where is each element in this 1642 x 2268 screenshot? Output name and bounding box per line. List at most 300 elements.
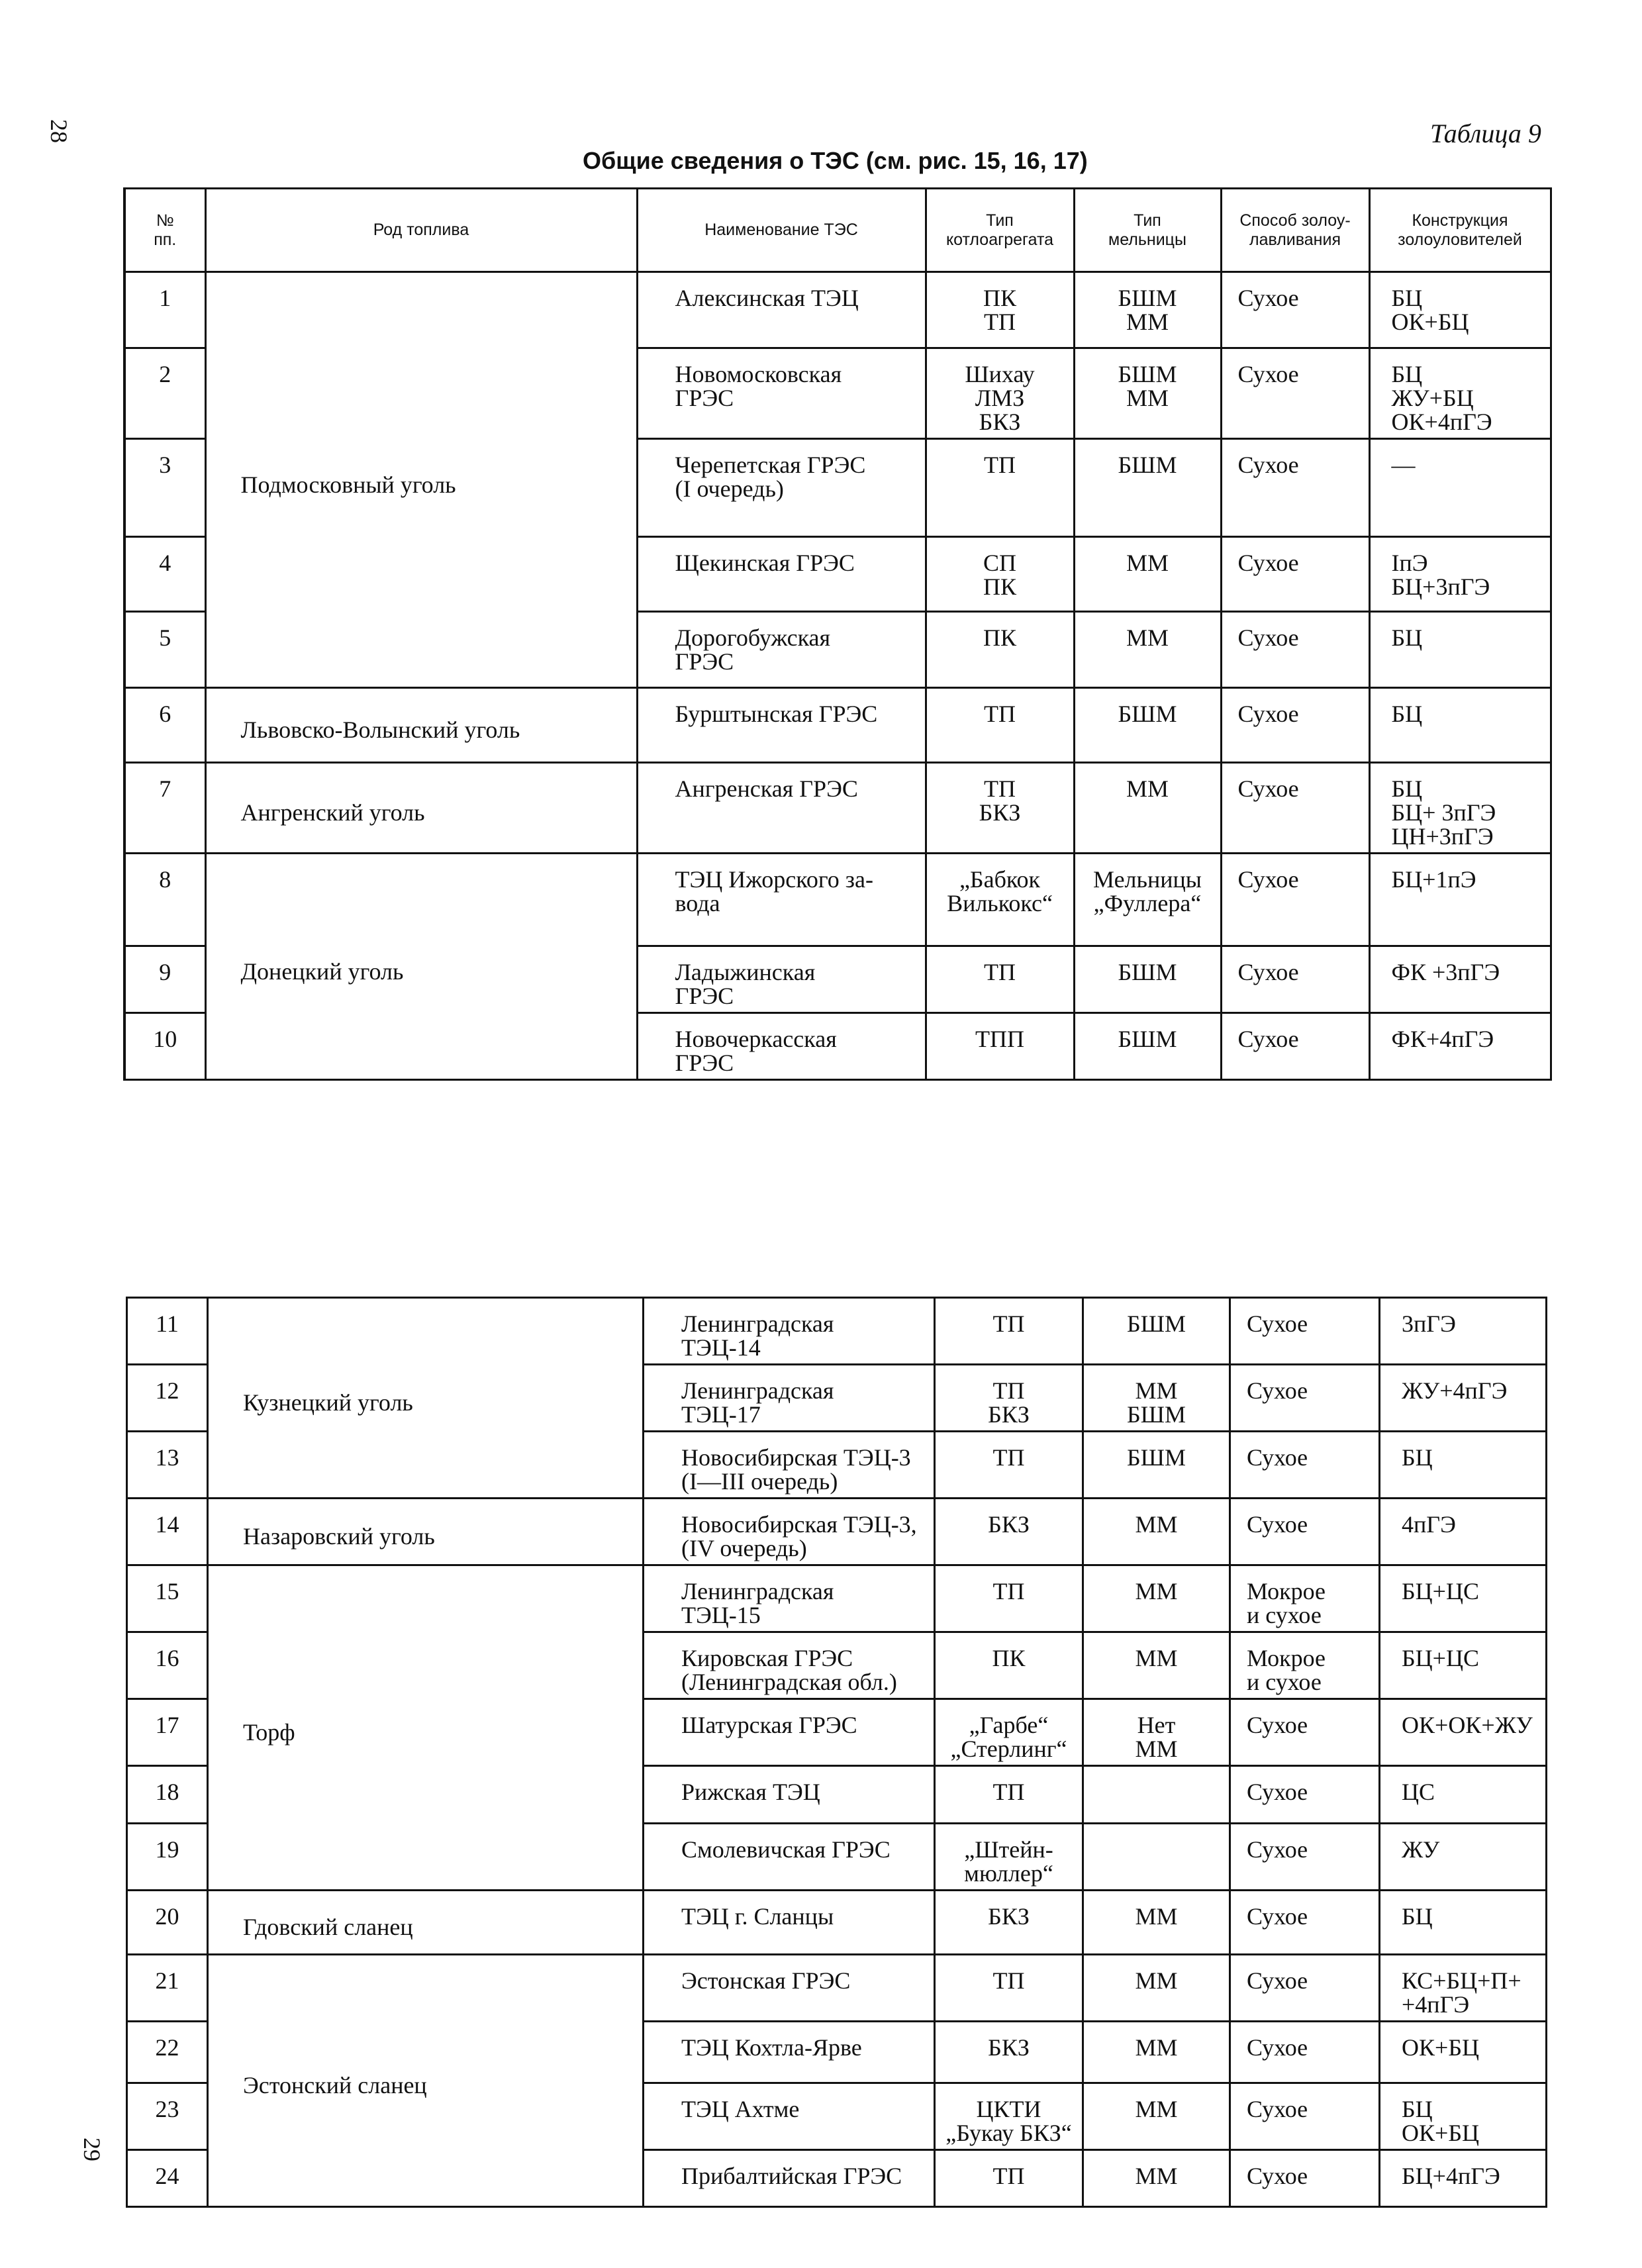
cell-mill-type [1083, 1891, 1230, 1955]
cell-mill-type [1083, 1766, 1230, 1824]
cell-ash-method [1230, 2022, 1380, 2083]
cell-ash-method [1221, 946, 1369, 1013]
cell-collector-line: ЦС [1402, 1779, 1435, 1805]
cell-boiler-type [926, 537, 1074, 612]
cell-boiler-type-line: ТП [984, 452, 1016, 478]
cell-ash-method-line: Сухое [1247, 1444, 1308, 1471]
cell-collector-line: ОК+ОК+ЖУ [1402, 1712, 1533, 1738]
cell-fuel-type: Кузнецкий уголь [208, 1298, 644, 1499]
cell-mill-type-line: ММ [1126, 550, 1169, 576]
cell-mill-type [1074, 537, 1221, 612]
cell-plant-name-line: (I—III очередь) [681, 1468, 838, 1495]
cell-boiler-type-line: мюллер“ [964, 1860, 1053, 1887]
cell-ash-method-line: Сухое [1237, 624, 1299, 651]
cell-collector-line: ОК+БЦ [1402, 2120, 1479, 2146]
cell-plant-name [637, 854, 926, 946]
cell-mill-type-line: БШМ [1118, 452, 1177, 478]
cell-collector [1369, 688, 1551, 763]
cell-boiler-type-line: ТП [984, 309, 1016, 335]
cell-boiler-type-line: ТП [984, 775, 1016, 802]
cell-ash-method-line: Сухое [1247, 2163, 1308, 2189]
cell-mill-type-line: ММ [1135, 1645, 1178, 1671]
cell-plant-name [644, 1955, 935, 2022]
header-num: № пп. [124, 189, 205, 272]
cell-boiler-type-line: БКЗ [988, 1401, 1030, 1428]
cell-ash-method-line: Сухое [1237, 1026, 1299, 1052]
cell-collector [1380, 2083, 1547, 2150]
cell-collector [1369, 348, 1551, 439]
cell-plant-name [644, 2083, 935, 2150]
cell-mill-type-line: БШМ [1127, 1401, 1186, 1428]
cell-boiler-type-line: БКЗ [988, 1903, 1030, 1930]
cell-plant-name [637, 688, 926, 763]
cell-plant-name [637, 439, 926, 537]
cell-plant-name [644, 1824, 935, 1891]
cell-plant-name-line: Новомосковская [675, 361, 842, 387]
header-name: Наименование ТЭС [637, 189, 926, 272]
cell-collector-line: БЦ+ 3пГЭ [1391, 799, 1496, 826]
cell-boiler-type [926, 946, 1074, 1013]
cell-collector-line: БЦ [1402, 2096, 1433, 2122]
cell-ash-method [1221, 612, 1369, 688]
cell-boiler-type [935, 1499, 1083, 1565]
cell-plant-name-line: Черепетская ГРЭС [675, 452, 866, 478]
data-table-part-2 [126, 1297, 1547, 2208]
cell-boiler-type-line: „Штейн- [964, 1836, 1053, 1863]
table-row [124, 763, 1551, 854]
cell-num: 23 [127, 2083, 208, 2150]
cell-plant-name-line: ГРЭС [675, 1050, 734, 1076]
cell-collector [1369, 854, 1551, 946]
cell-collector [1380, 2022, 1547, 2083]
cell-fuel-type: Донецкий уголь [205, 854, 637, 1080]
cell-plant-name [644, 1499, 935, 1565]
table-row [127, 1298, 1547, 1365]
cell-collector-line: ЖУ+БЦ [1391, 385, 1474, 411]
cell-ash-method-line: Сухое [1237, 866, 1299, 893]
cell-boiler-type [926, 612, 1074, 688]
cell-plant-name-line: ТЭЦ-14 [681, 1334, 761, 1361]
cell-boiler-type [935, 2083, 1083, 2150]
cell-collector-line: ЖУ [1402, 1836, 1440, 1863]
cell-mill-type-line: ММ [1135, 1903, 1178, 1930]
cell-boiler-type-line: ТП [992, 1967, 1025, 1994]
cell-boiler-type [926, 348, 1074, 439]
cell-mill-type-line: ММ [1126, 309, 1169, 335]
cell-plant-name-line: Смолевичская ГРЭС [681, 1836, 891, 1863]
cell-boiler-type-line: БКЗ [979, 409, 1021, 435]
cell-mill-type [1083, 1565, 1230, 1632]
cell-collector-line: — [1391, 452, 1416, 478]
cell-collector-line: БЦ [1391, 701, 1423, 727]
header-collector: Конструкция золоуловителей [1369, 189, 1551, 272]
cell-boiler-type-line: БКЗ [979, 799, 1021, 826]
cell-boiler-type [935, 2022, 1083, 2083]
cell-num: 12 [127, 1365, 208, 1432]
table-row [124, 272, 1551, 348]
cell-collector-line: ОК+БЦ [1402, 2034, 1479, 2061]
cell-mill-type [1074, 272, 1221, 348]
cell-mill-type [1083, 1298, 1230, 1365]
cell-boiler-type-line: „Бабкок [959, 866, 1041, 893]
cell-boiler-type-line: ТПП [975, 1026, 1024, 1052]
cell-ash-method-line: Мокрое [1247, 1578, 1326, 1604]
cell-collector [1369, 1013, 1551, 1080]
cell-collector-line: БЦ [1391, 775, 1423, 802]
cell-plant-name [637, 763, 926, 854]
cell-plant-name-line: Ленинградская [681, 1377, 834, 1404]
cell-plant-name-line: Ангренская ГРЭС [675, 775, 858, 802]
cell-plant-name [644, 1632, 935, 1699]
cell-mill-type-line: ММ [1135, 2034, 1178, 2061]
cell-ash-method [1230, 1699, 1380, 1766]
cell-collector [1380, 1565, 1547, 1632]
cell-ash-method [1230, 1766, 1380, 1824]
cell-collector-line: БЦ [1391, 285, 1423, 311]
cell-ash-method [1230, 1432, 1380, 1499]
cell-plant-name [644, 1766, 935, 1824]
cell-ash-method [1230, 2150, 1380, 2207]
cell-num: 8 [124, 854, 205, 946]
cell-plant-name [644, 2022, 935, 2083]
cell-boiler-type-line: „Гарбе“ [969, 1712, 1049, 1738]
cell-boiler-type-line: ТП [992, 1779, 1025, 1805]
cell-plant-name-line: Эстонская ГРЭС [681, 1967, 851, 1994]
cell-ash-method-line: и сухое [1247, 1602, 1322, 1628]
cell-boiler-type [935, 1955, 1083, 2022]
table-body-part-2 [127, 1298, 1547, 2207]
cell-collector-line: БЦ+3пГЭ [1391, 573, 1490, 600]
cell-plant-name-line: Кировская ГРЭС [681, 1645, 853, 1671]
cell-mill-type [1083, 1955, 1230, 2022]
cell-plant-name-line: Дорогобужская [675, 624, 831, 651]
cell-ash-method-line: Сухое [1247, 1511, 1308, 1538]
cell-ash-method [1221, 688, 1369, 763]
cell-num: 14 [127, 1499, 208, 1565]
cell-boiler-type [935, 1824, 1083, 1891]
cell-collector [1380, 1766, 1547, 1824]
cell-plant-name [637, 946, 926, 1013]
cell-mill-type-line: ММ [1135, 2163, 1178, 2189]
header-mill: Тип мельницы [1074, 189, 1221, 272]
cell-mill-type [1083, 1365, 1230, 1432]
cell-boiler-type-line: БКЗ [988, 1511, 1030, 1538]
table-row [124, 854, 1551, 946]
cell-num: 18 [127, 1766, 208, 1824]
cell-plant-name-line: ГРЭС [675, 983, 734, 1009]
cell-ash-method [1230, 1824, 1380, 1891]
data-table-part-1 [123, 187, 1552, 1081]
cell-num: 22 [127, 2022, 208, 2083]
cell-ash-method [1221, 537, 1369, 612]
cell-mill-type [1074, 348, 1221, 439]
cell-ash-method [1230, 1499, 1380, 1565]
table-row [127, 1955, 1547, 2022]
table-title: Общие сведения о ТЭС (см. рис. 15, 16, 17) [583, 147, 1088, 174]
cell-plant-name-line: ТЭЦ-17 [681, 1401, 761, 1428]
cell-mill-type [1074, 854, 1221, 946]
cell-num: 24 [127, 2150, 208, 2207]
cell-fuel-type: Эстонский сланец [208, 1955, 644, 2207]
cell-mill-type-line: ММ [1135, 1578, 1178, 1604]
cell-ash-method-line: Сухое [1247, 1836, 1308, 1863]
header-boiler: Тип котлоагрегата [926, 189, 1074, 272]
cell-plant-name [637, 537, 926, 612]
cell-boiler-type [935, 1432, 1083, 1499]
cell-ash-method-line: Сухое [1237, 285, 1299, 311]
cell-num: 16 [127, 1632, 208, 1699]
cell-num: 15 [127, 1565, 208, 1632]
cell-mill-type-line: ММ [1135, 1511, 1178, 1538]
cell-plant-name-line: ТЭЦ Ижорского за- [675, 866, 873, 893]
cell-boiler-type-line: Шихау [965, 361, 1035, 387]
cell-mill-type [1074, 439, 1221, 537]
cell-boiler-type-line: ТП [984, 701, 1016, 727]
cell-ash-method-line: Сухое [1247, 1967, 1308, 1994]
cell-plant-name-line: Ленинградская [681, 1578, 834, 1604]
cell-ash-method-line: Сухое [1237, 361, 1299, 387]
cell-mill-type [1074, 1013, 1221, 1080]
table-row [124, 688, 1551, 763]
cell-plant-name-line: Новочеркасская [675, 1026, 837, 1052]
cell-collector [1380, 1891, 1547, 1955]
cell-collector [1380, 2150, 1547, 2207]
cell-mill-type-line: БШМ [1118, 361, 1177, 387]
cell-collector-line: БЦ [1391, 361, 1423, 387]
cell-ash-method [1221, 272, 1369, 348]
cell-ash-method [1230, 1955, 1380, 2022]
cell-boiler-type-line: ТП [992, 1377, 1025, 1404]
cell-num: 1 [124, 272, 205, 348]
cell-ash-method [1230, 1365, 1380, 1432]
cell-boiler-type [935, 1766, 1083, 1824]
cell-mill-type-line: ММ [1135, 1736, 1178, 1762]
cell-num: 5 [124, 612, 205, 688]
cell-plant-name-line: Новосибирская ТЭЦ-3 [681, 1444, 911, 1471]
cell-num: 9 [124, 946, 205, 1013]
cell-plant-name-line: (I очередь) [675, 475, 784, 502]
cell-plant-name [644, 1891, 935, 1955]
cell-collector [1380, 1824, 1547, 1891]
cell-collector-line: IпЭ [1391, 550, 1428, 576]
cell-mill-type-line: БШМ [1127, 1310, 1186, 1337]
cell-mill-type-line: ММ [1135, 1967, 1178, 1994]
cell-mill-type [1083, 1699, 1230, 1766]
cell-num: 4 [124, 537, 205, 612]
cell-fuel-type: Ангренский уголь [205, 763, 637, 854]
cell-collector [1380, 1365, 1547, 1432]
cell-collector-line: ОК+БЦ [1391, 309, 1469, 335]
cell-num: 3 [124, 439, 205, 537]
cell-plant-name-line: ГРЭС [675, 385, 734, 411]
cell-collector-line: +4пГЭ [1402, 1991, 1470, 2018]
cell-collector-line: ФК+4пГЭ [1391, 1026, 1494, 1052]
cell-boiler-type-line: ТП [992, 1310, 1025, 1337]
cell-boiler-type [935, 1298, 1083, 1365]
cell-collector [1380, 1432, 1547, 1499]
cell-ash-method-line: Сухое [1237, 550, 1299, 576]
cell-mill-type-line: ММ [1126, 775, 1169, 802]
cell-fuel-type: Гдовский сланец [208, 1891, 644, 1955]
cell-plant-name [644, 1699, 935, 1766]
cell-mill-type-line: Мельницы [1093, 866, 1202, 893]
cell-ash-method-line: Сухое [1237, 452, 1299, 478]
cell-mill-type-line: ММ [1126, 624, 1169, 651]
cell-mill-type [1074, 688, 1221, 763]
cell-boiler-type-line: Вилькокс“ [947, 890, 1053, 916]
cell-boiler-type [926, 763, 1074, 854]
cell-boiler-type-line: ТП [992, 2163, 1025, 2189]
cell-mill-type-line: БШМ [1118, 285, 1177, 311]
table-body-part-1 [124, 272, 1551, 1080]
cell-collector-line: БЦ+1пЭ [1391, 866, 1476, 893]
cell-fuel-type: Назаровский уголь [208, 1499, 644, 1565]
cell-mill-type [1083, 1432, 1230, 1499]
cell-ash-method [1221, 763, 1369, 854]
cell-mill-type-line: БШМ [1118, 1026, 1177, 1052]
cell-collector-line: 3пГЭ [1402, 1310, 1456, 1337]
cell-plant-name [644, 1432, 935, 1499]
cell-plant-name [644, 1565, 935, 1632]
cell-mill-type-line: „Фуллера“ [1093, 890, 1202, 916]
cell-boiler-type-line: ПК [983, 624, 1016, 651]
cell-plant-name [637, 272, 926, 348]
cell-mill-type [1083, 1499, 1230, 1565]
cell-collector [1380, 1298, 1547, 1365]
cell-ash-method-line: Сухое [1237, 959, 1299, 985]
cell-collector-line: БЦ+ЦС [1402, 1645, 1479, 1671]
cell-collector-line: 4пГЭ [1402, 1511, 1456, 1538]
cell-collector [1369, 763, 1551, 854]
cell-ash-method-line: Сухое [1247, 2034, 1308, 2061]
cell-boiler-type-line: ТП [984, 959, 1016, 985]
cell-plant-name [644, 1365, 935, 1432]
cell-boiler-type-line: ТП [992, 1578, 1025, 1604]
cell-num: 11 [127, 1298, 208, 1365]
cell-collector-line: БЦ [1402, 1903, 1433, 1930]
cell-mill-type [1074, 946, 1221, 1013]
cell-collector [1369, 612, 1551, 688]
cell-boiler-type-line: ЦКТИ [976, 2096, 1041, 2122]
cell-mill-type [1083, 1632, 1230, 1699]
cell-fuel-type: Подмосковный уголь [205, 272, 637, 688]
cell-ash-method-line: Сухое [1247, 2096, 1308, 2122]
cell-boiler-type [935, 1891, 1083, 1955]
cell-collector-line: КС+БЦ+П+ [1402, 1967, 1521, 1994]
page-number-bottom: 29 [79, 2138, 105, 2161]
cell-mill-type-line: БШМ [1118, 959, 1177, 985]
cell-ash-method-line: Сухое [1247, 1377, 1308, 1404]
cell-plant-name [644, 1298, 935, 1365]
cell-collector [1369, 272, 1551, 348]
cell-collector [1380, 1632, 1547, 1699]
cell-ash-method-line: и сухое [1247, 1669, 1322, 1695]
cell-ash-method [1221, 348, 1369, 439]
cell-boiler-type [926, 688, 1074, 763]
cell-collector [1369, 439, 1551, 537]
cell-boiler-type-line: ПК [992, 1645, 1026, 1671]
cell-boiler-type-line: „Букау БКЗ“ [945, 2120, 1072, 2146]
cell-boiler-type-line: ТП [992, 1444, 1025, 1471]
cell-mill-type [1083, 1824, 1230, 1891]
cell-boiler-type-line: БКЗ [988, 2034, 1030, 2061]
cell-mill-type-line: Нет [1137, 1712, 1176, 1738]
cell-plant-name-line: ТЭЦ г. Сланцы [681, 1903, 834, 1930]
cell-boiler-type [926, 272, 1074, 348]
cell-plant-name [637, 1013, 926, 1080]
cell-mill-type-line: БШМ [1118, 701, 1177, 727]
cell-collector [1380, 1499, 1547, 1565]
cell-plant-name-line: (Ленинградская обл.) [681, 1669, 897, 1695]
cell-collector-line: БЦ [1391, 624, 1423, 651]
cell-boiler-type [935, 1699, 1083, 1766]
cell-plant-name-line: Ладыжинская [675, 959, 816, 985]
cell-plant-name-line: Прибалтийская ГРЭС [681, 2163, 902, 2189]
cell-plant-name [637, 612, 926, 688]
cell-plant-name-line: Рижская ТЭЦ [681, 1779, 820, 1805]
cell-plant-name-line: Ленинградская [681, 1310, 834, 1337]
cell-collector [1380, 1699, 1547, 1766]
cell-ash-method [1221, 854, 1369, 946]
cell-plant-name-line: Новосибирская ТЭЦ-3, [681, 1511, 917, 1538]
cell-collector-line: ОК+4пГЭ [1391, 409, 1492, 435]
cell-collector [1380, 1955, 1547, 2022]
cell-plant-name [644, 2150, 935, 2207]
cell-num: 2 [124, 348, 205, 439]
cell-plant-name-line: ТЭЦ Кохтла-Ярве [681, 2034, 862, 2061]
cell-mill-type [1074, 763, 1221, 854]
cell-collector-line: БЦ+ЦС [1402, 1578, 1479, 1604]
cell-mill-type-line: ММ [1135, 2096, 1178, 2122]
cell-plant-name-line: Алексинская ТЭЦ [675, 285, 859, 311]
cell-ash-method [1230, 1298, 1380, 1365]
cell-boiler-type [926, 1013, 1074, 1080]
cell-fuel-type: Львовско-Волынский уголь [205, 688, 637, 763]
cell-ash-method [1230, 1565, 1380, 1632]
cell-mill-type-line: ММ [1135, 1377, 1178, 1404]
cell-fuel-type: Торф [208, 1565, 644, 1891]
cell-collector-line: ЖУ+4пГЭ [1402, 1377, 1508, 1404]
cell-ash-method [1230, 1891, 1380, 1955]
cell-boiler-type [926, 854, 1074, 946]
cell-ash-method-line: Сухое [1247, 1903, 1308, 1930]
cell-plant-name-line: Шатурская ГРЭС [681, 1712, 857, 1738]
cell-ash-method-line: Сухое [1247, 1779, 1308, 1805]
cell-ash-method [1221, 1013, 1369, 1080]
cell-boiler-type-line: СП [983, 550, 1016, 576]
cell-boiler-type-line: ПК [983, 285, 1016, 311]
cell-boiler-type [935, 2150, 1083, 2207]
page-number-top: 28 [46, 119, 72, 143]
cell-boiler-type [935, 1365, 1083, 1432]
cell-mill-type-line: ММ [1126, 385, 1169, 411]
cell-num: 17 [127, 1699, 208, 1766]
cell-ash-method-line: Мокрое [1247, 1645, 1326, 1671]
table-label: Таблица 9 [1430, 119, 1541, 148]
cell-plant-name-line: (IV очередь) [681, 1535, 807, 1561]
cell-boiler-type [926, 439, 1074, 537]
cell-boiler-type-line: „Стерлинг“ [950, 1736, 1067, 1762]
cell-ash-method-line: Сухое [1237, 775, 1299, 802]
cell-plant-name-line: Бурштынская ГРЭС [675, 701, 878, 727]
cell-collector-line: БЦ+4пГЭ [1402, 2163, 1500, 2189]
cell-plant-name-line: вода [675, 890, 720, 916]
cell-mill-type [1083, 2083, 1230, 2150]
cell-mill-type [1074, 612, 1221, 688]
cell-num: 6 [124, 688, 205, 763]
cell-ash-method-line: Сухое [1237, 701, 1299, 727]
cell-num: 21 [127, 1955, 208, 2022]
